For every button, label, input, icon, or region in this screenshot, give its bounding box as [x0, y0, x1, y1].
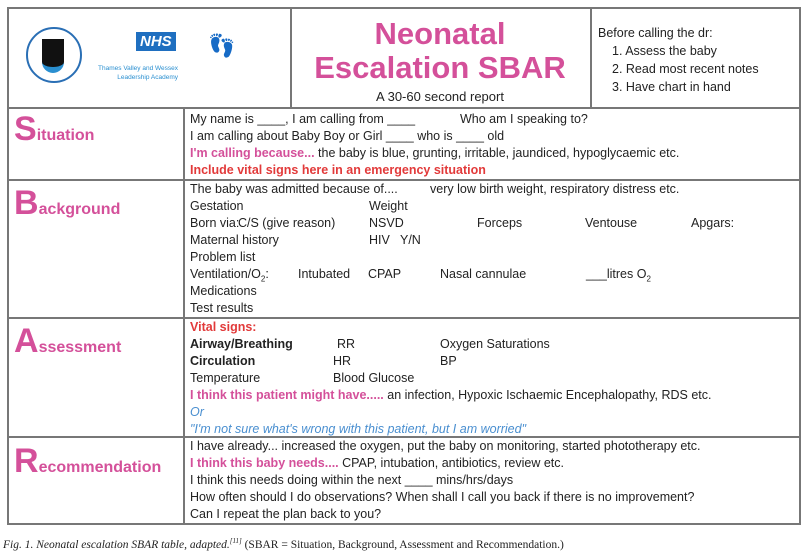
text: Can I repeat the plan back to you? — [190, 507, 382, 521]
title-line2: Escalation SBAR — [314, 50, 566, 85]
text: C/S (give reason) — [238, 216, 336, 230]
text: Medications — [190, 284, 257, 298]
nhs-logo: NHS — [136, 32, 176, 51]
table-border — [8, 523, 801, 525]
text: The baby was admitted because of.... — [190, 182, 398, 196]
text: Forceps — [477, 216, 523, 230]
prompt: I think this patient might have..... — [190, 388, 384, 402]
text-line: Ventilation/$O_2$: — [190, 267, 269, 284]
text: Include vital signs here in an emergency situation — [190, 163, 486, 177]
divider — [8, 179, 801, 181]
caption-ref: [11] — [229, 537, 242, 545]
text: ___litres O — [586, 267, 647, 281]
text-line — [190, 456, 564, 471]
section-rest: ssessment — [38, 339, 122, 356]
text: I think this needs doing within the next ____ mins/hrs/days — [190, 473, 514, 487]
text: BP — [440, 354, 457, 368]
text-line — [586, 267, 651, 287]
section-rest: ackground — [38, 201, 121, 218]
text: Weight — [369, 199, 408, 213]
text: "I'm not sure what's wrong with this patient, but I am worried" — [190, 422, 527, 436]
table-border — [799, 7, 801, 525]
text: the baby is blue, grunting, irritable, jaundiced, hypoglycaemic etc. — [314, 146, 680, 160]
text: Ventilation/O — [190, 267, 261, 281]
text: My name is ____, I am calling from ____ — [190, 112, 416, 126]
section-rest: ituation — [36, 127, 95, 144]
text: Y/N — [400, 233, 421, 247]
text: Blood Glucose — [333, 371, 415, 385]
text: Test results — [190, 301, 254, 315]
section-letter: R — [14, 442, 39, 480]
text: Problem list — [190, 250, 256, 264]
academy-line: Thames Valley and Wessex — [98, 65, 178, 72]
subtitle: A 30-60 second report — [376, 89, 504, 104]
text: I have already... increased the oxygen, put the baby on monitoring, started phototherapy etc. — [190, 439, 701, 453]
text: Born via: — [190, 216, 240, 230]
section-recommendation — [14, 442, 161, 481]
section-letter: A — [14, 322, 39, 360]
text: Or — [190, 405, 204, 419]
text: Gestation — [190, 199, 244, 213]
text: Nasal cannulae — [440, 267, 527, 281]
step-item: 2. Read most recent notes — [612, 62, 759, 76]
text: Ventouse — [585, 216, 638, 230]
subscript: 2 — [646, 274, 651, 284]
text-line — [190, 388, 712, 403]
text: Intubated — [298, 267, 351, 281]
section-situation — [14, 110, 94, 149]
text: I am calling about Baby Boy or Girl ____ who is ____ old — [190, 129, 505, 143]
text: an infection, Hypoxic Ischaemic Encephalopathy, RDS etc. — [383, 388, 712, 402]
text: NSVD — [369, 216, 404, 230]
text: Circulation — [190, 354, 256, 368]
step-item: 3. Have chart in hand — [612, 80, 731, 94]
table-border — [8, 7, 801, 9]
text: How often should I do observations? When shall I call you back if there is no improvement? — [190, 490, 695, 504]
text: CPAP, intubation, antibiotics, review etc. — [338, 456, 564, 470]
divider — [8, 107, 801, 109]
text: Maternal history — [190, 233, 279, 247]
text: HIV — [369, 233, 390, 247]
section-background — [14, 184, 120, 223]
figure-caption — [3, 537, 564, 551]
subscript: 2 — [260, 274, 266, 284]
caption-text: Fig. 1. Neonatal escalation SBAR table, adapted. — [3, 538, 230, 551]
table-border — [7, 7, 9, 525]
footprints-icon: 👣 — [208, 33, 236, 58]
prompt: I'm calling because... — [190, 146, 315, 160]
text: Airway/Breathing — [190, 337, 293, 351]
text: CPAP — [368, 267, 402, 281]
text: HR — [333, 354, 352, 368]
text: Temperature — [190, 371, 261, 385]
text: Apgars: — [691, 216, 735, 230]
text: RR — [337, 337, 356, 351]
text: Vital signs: — [190, 320, 257, 334]
divider — [590, 7, 592, 108]
text: Who am I speaking to? — [460, 112, 588, 126]
text: Oxygen Saturations — [440, 337, 550, 351]
section-rest: ecommendation — [38, 459, 162, 476]
title-line1: Neonatal — [374, 16, 506, 51]
text-line — [190, 146, 679, 161]
caption-text: (SBAR = Situation, Background, Assessment and Recommendation.) — [241, 538, 564, 551]
academy-name — [88, 64, 178, 82]
text: very low birth weight, respiratory distress etc. — [430, 182, 680, 196]
academy-line: Leadership Academy — [117, 74, 178, 81]
section-letter: S — [14, 110, 37, 148]
divider — [183, 107, 185, 525]
before-calling-label: Before calling the dr: — [598, 26, 713, 40]
prompt: I think this baby needs.... — [190, 456, 339, 470]
section-letter: B — [14, 184, 39, 222]
section-assessment — [14, 322, 121, 361]
university-logo — [26, 27, 82, 83]
divider — [8, 317, 801, 319]
step-item: 1. Assess the baby — [612, 44, 717, 58]
